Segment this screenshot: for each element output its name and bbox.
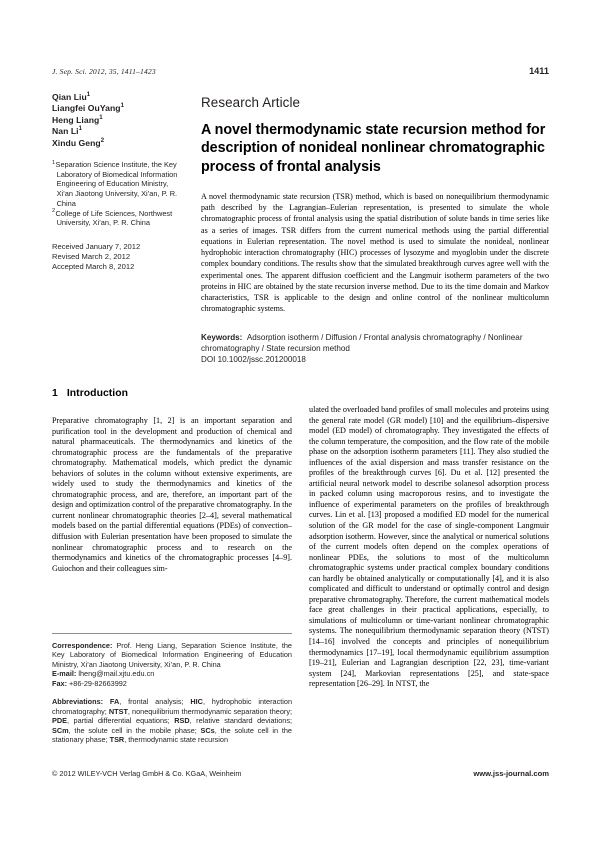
footnote-spacer [52, 688, 292, 697]
page-footer [52, 769, 549, 778]
submission-date: Revised March 2, 2012 [52, 252, 131, 262]
email-label: E-mail: [52, 669, 77, 679]
abbreviation-definition: , hydrophobic interaction chromatography; [52, 697, 292, 716]
journal-reference: J. Sep. Sci. 2012, 35, 1411–1423 [52, 67, 156, 76]
abbreviation-definition: , nonequilibrium thermodynamic separation theory; [127, 706, 292, 716]
abbreviation-definition: , partial differential equations; [67, 716, 175, 726]
fax-label: Fax: [52, 678, 68, 688]
affiliation-marker: 1 [52, 159, 56, 166]
abbreviations-label: Abbreviations: [52, 697, 104, 707]
article-head [201, 95, 549, 365]
copyright-text: © 2012 WILEY-VCH Verlag GmbH & Co. KGaA, Weinheim [52, 769, 242, 778]
author-affiliation-marker: 1 [78, 126, 82, 133]
footnote-divider [52, 633, 292, 634]
submission-date: Accepted March 8, 2012 [52, 262, 135, 272]
author-affiliation-marker: 1 [86, 92, 91, 99]
author-list [52, 92, 180, 149]
correspondence-text: Prof. Heng Liang, Separation Science Institute, the Key Laboratory of Biomedical Information Engineering of Education Ministry, Xi’an Jiaotong University, Xi’an, P. R. China [52, 641, 292, 669]
body-column-right [309, 405, 549, 690]
body-paragraph-left: Preparative chromatography [1, 2] is an important separation and purification tool in the development and production of chemical and natural pharmaceuticals. The thermodynamics and kinetics of the chromatographic process are the fundamentals of the preparative chromatography. Mathematical models, which predict the dynamic behaviors of solutes in the column without extensive experiments, are widely used to study the thermodynamics and kinetics of the chromatographic process, and are, therefore, an important part of the design and optimization control of the preparative chromatography. In the current nonlinear chromatographic theories [2–4], several mathematical models based on the partial differential equations (PDEs) of convection–diffusion with Eulerian presentation have been proposed to simulate the nonlinear chromatographic process and to research on the thermodynamics and kinetics of the chromatographic processes [4–9]. Guiochon and their colleagues sim- [52, 416, 292, 573]
author-affiliation-marker: 1 [99, 114, 103, 121]
abbreviation-term: NTST [108, 706, 128, 716]
metadata-column [52, 92, 180, 273]
article-type: Research Article [201, 95, 301, 110]
correspondence-note [52, 641, 292, 669]
abstract: A novel thermodynamic state recursion (TSR) method, which is based on nonequilibrium thermodynamic path described by the Lagrangian–Eulerian representation, is presented to simulate the whole chromatographic process of frontal analysis using the spatial distribution of solute bands in time series like as a series of images. TSR differs from the current numerical methods using the partial differential equations in Eulerian representation. The novel method is used to simulate the nonideal, nonlinear hydrophobic interaction chromatography (HIC) processes of lysozyme and myoglobin under the discrete complex boundary conditions. The results show that the simulated breakthrough curves agree well with the experimental ones. The apparent diffusion coefficient and the Langmuir isotherm parameters of the two proteins in HIC are obtained by the state recursion inverse method. Due to its the time domain and Markov characteristics, TSR is applicable to the design and online control of the nonlinear multicolumn chromatographic systems. [201, 191, 549, 314]
correspondence-label: Correspondence: [52, 641, 113, 650]
email-value[interactable]: lheng@mail.xjtu.edu.cn [78, 669, 155, 679]
abbreviation-term: FA [109, 697, 120, 707]
affiliation-marker: 2 [52, 208, 56, 215]
submission-date: Received January 7, 2012 [52, 241, 141, 251]
fax-note [52, 679, 292, 688]
keywords-body: Adsorption isotherm / Diffusion / Frontal analysis chromatography / Nonlinear chromatography / State recursion method [201, 332, 523, 353]
keywords [201, 332, 549, 354]
author-affiliation-marker: 1 [120, 103, 124, 110]
abbreviation-term: SCs [200, 725, 215, 735]
abbreviation-term: TSR [109, 735, 125, 745]
journal-website[interactable]: www.jss-journal.com [473, 769, 549, 778]
section-heading [52, 388, 128, 399]
doi: DOI 10.1002/jssc.201200018 [201, 354, 306, 364]
email-note [52, 669, 292, 678]
affiliation-item: $^2$College of Life Sciences, Northwest University, Xi’an, P. R. China [52, 208, 173, 228]
body-paragraph-right: ulated the overloaded band profiles of small molecules and proteins using the general rate model (GR model) [10] and the equilibrium–dispersive model (ED model) of chromatography. They investigated the effects of the column temperature, the composition, and the flow rate of the mobile phase on the adsorption isotherm parameters [11]. They also studied the influences of the axial dispersion and mass transfer resistance on the profiles of the breakthrough curves [6]. Du et al. [12] presented the artificial neural network model to describe solanesol adsorption process in packed column using macroporous resins, and to investigate the influence of experimental parameters on the profiles of breakthrough curves. Lin et al. [13] proposed a modified ED model for the numerical solution of the GR model for the case of single-component Langmuir adsorption isotherm. However, since the analytical or numerical solutions of the current models often depend on the complex operations of nonlinear PDEs, the solutions to most of the multicolumn chromatographic systems under practical complex boundary conditions can hardly be obtained analytically or computationally [4], and it is also complicated and difficult to understand or optimally control and design preparative chromatography. Therefore, the current mathematical models face great challenges in their practical applications, especially, to simulations of multicolumn or time-variant nonlinear chromatographic systems. The nonequilibrium thermodynamic separation theory (NTST) [14–16] involved the concepts and principles of nonequilibrium thermodynamics [17–19], local thermodynamic equilibrium assumption [19–21], Eulerian and Lagrangian description [22, 23], time-variant system [24], Markovian representations [25], and state-space representation [26–29]. In NTST, the [309, 405, 549, 689]
abbreviation-term: SCm [52, 725, 69, 735]
page-number: 1411 [529, 66, 549, 76]
author-name: Qian Liu$^1$ [52, 92, 91, 102]
abbreviation-definition: , thermodynamic state recursion [124, 735, 229, 745]
author-name: Xindu Geng$^2$ [52, 137, 105, 148]
body-column-left [52, 416, 292, 574]
section-number: 1 [52, 388, 58, 399]
abbreviation-term: HIC [190, 697, 203, 707]
running-head [52, 66, 549, 76]
author-name: Nan Li$^1$ [52, 126, 82, 137]
abbreviations-note [52, 697, 292, 744]
page-title: A novel thermodynamic state recursion method for description of nonideal nonlinear chromatographic process of frontal analysis [201, 122, 546, 175]
abbreviation-definition: , the solute cell in the stationary phase; [52, 725, 292, 745]
fax-value: +86-29-82663992 [69, 678, 127, 688]
footnote-block [52, 641, 292, 745]
author-name: Liangfei OuYang$^1$ [52, 103, 124, 114]
author-affiliation-marker: 2 [100, 137, 105, 144]
abbreviation-definition: , frontal analysis; [119, 697, 191, 707]
abbreviation-term: RSD [174, 716, 190, 726]
abbreviation-definition: , the solute cell in the mobile phase; [68, 725, 201, 735]
keywords-label: Keywords: [201, 332, 243, 342]
affiliation-list [52, 160, 180, 228]
section-title: Introduction [66, 388, 129, 399]
author-name: Heng Liang$^1$ [52, 114, 103, 125]
abbreviation-term: PDE [52, 716, 68, 726]
abbreviation-definition: , relative standard deviations; [189, 716, 292, 726]
submission-dates [52, 242, 180, 273]
affiliation-item: $^1$Separation Science Institute, the Key Laboratory of Biomedical Information Engineering of Education Ministry, Xi’an Jiaotong University, Xi’an, P. R. China [52, 159, 178, 208]
